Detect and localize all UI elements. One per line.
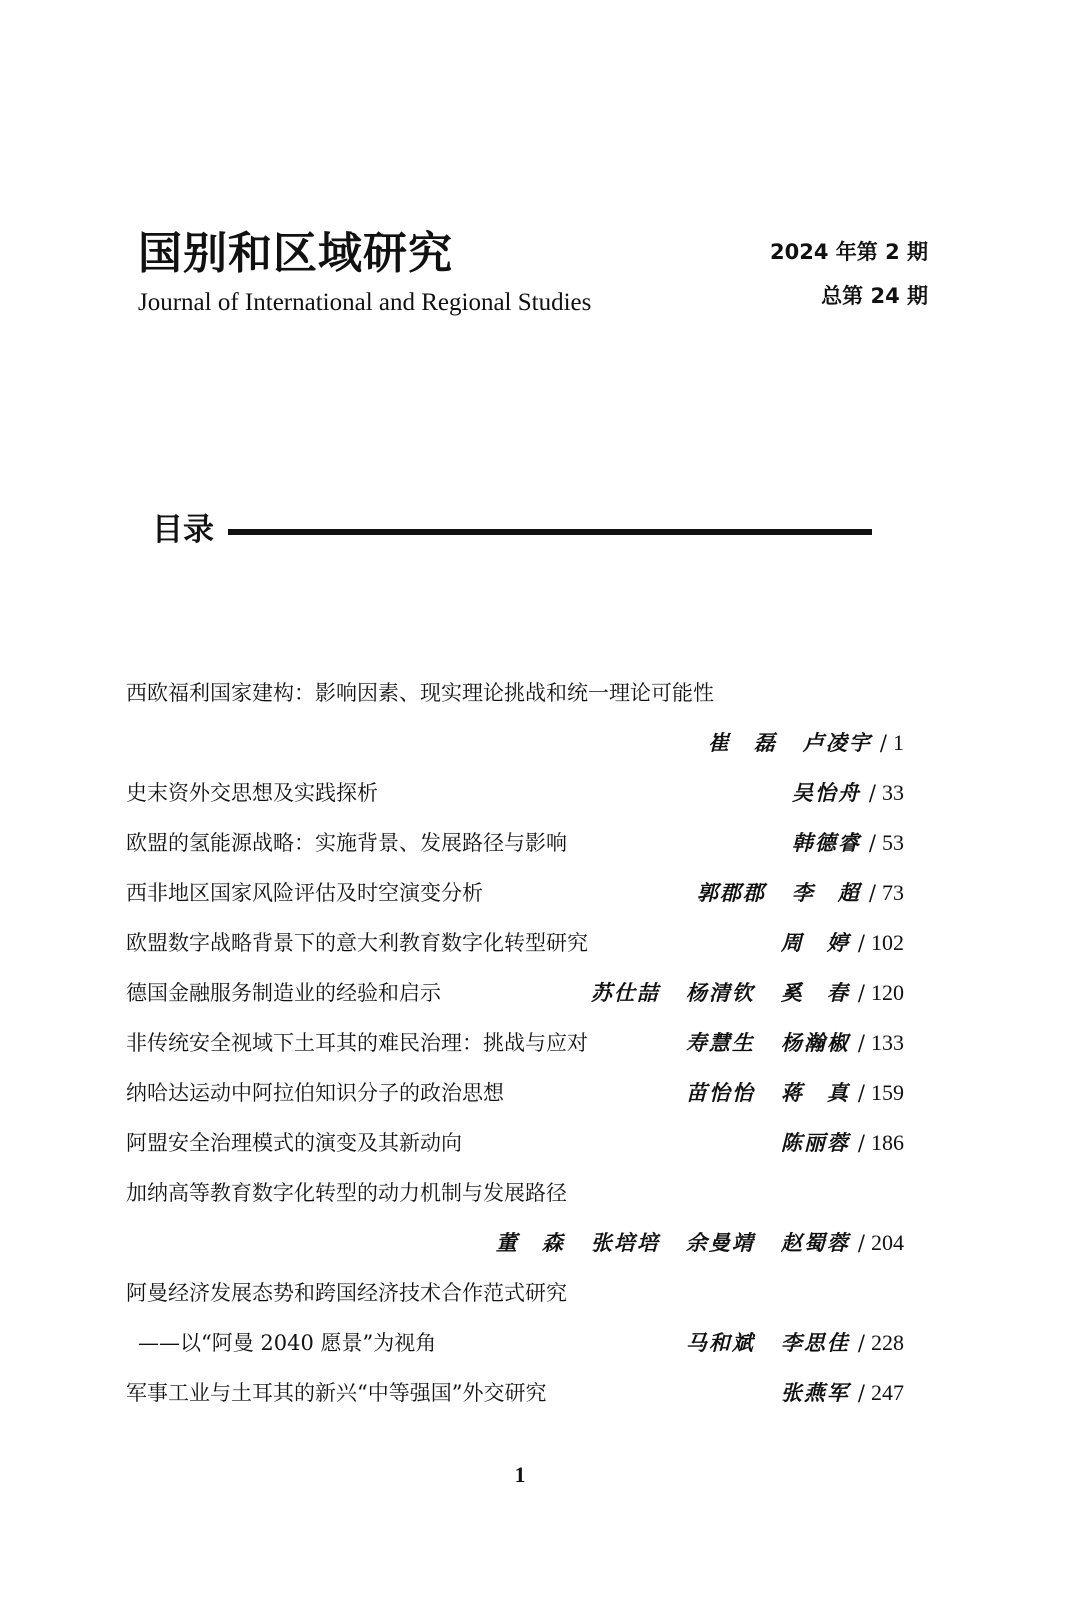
toc-entry-author: 韩德睿: [791, 830, 861, 855]
toc-entry: [126, 918, 904, 968]
toc-entry-separator: /: [868, 881, 876, 905]
toc-entry-title: 欧盟数字战略背景下的意大利教育数字化转型研究: [126, 931, 588, 955]
toc-entry-separator: /: [879, 731, 887, 755]
toc-entry-author: 余曼靖: [685, 1230, 755, 1255]
issue-total: 总第 24 期: [821, 284, 928, 308]
toc-entry-separator: /: [857, 1131, 865, 1155]
toc-entry-author: 杨清钦: [685, 980, 755, 1005]
toc-entry-author: 董 森: [495, 1230, 565, 1255]
toc-entry-separator: /: [857, 931, 865, 955]
toc-entry: [126, 1068, 904, 1118]
toc-entry-page: 133: [871, 1030, 904, 1055]
toc-entry-separator: /: [857, 1031, 865, 1055]
toc-entry: [126, 1268, 904, 1318]
toc-entry-author: 崔 磊: [707, 730, 777, 755]
toc-entry-page: 33: [882, 780, 904, 805]
toc-entry: [126, 1318, 904, 1368]
toc-entry-separator: /: [857, 1381, 865, 1405]
toc-entry-separator: /: [868, 831, 876, 855]
toc-entry-page: 159: [871, 1080, 904, 1105]
toc-entry-author: 赵蜀蓉: [780, 1230, 850, 1255]
toc-entry-page: 247: [871, 1380, 904, 1405]
toc-entry: [126, 1118, 904, 1168]
page-number: 1: [514, 1462, 526, 1487]
toc-entry-author: 马和斌: [685, 1330, 755, 1355]
toc-entry-separator: /: [868, 781, 876, 805]
toc-entry-byline: [671, 868, 904, 918]
toc-entry-separator: /: [857, 1081, 865, 1105]
toc-entry: [126, 1168, 904, 1218]
toc-entry-byline: [660, 1068, 904, 1118]
toc-entry-byline: [565, 968, 904, 1018]
toc-entry-page: 73: [882, 880, 904, 905]
toc-entry-author: 苏仕喆: [590, 980, 660, 1005]
toc-entry-author: 张培培: [590, 1230, 660, 1255]
toc-entry-byline: [766, 768, 904, 818]
toc-entry: [126, 818, 904, 868]
toc-entry-byline: [755, 1368, 904, 1418]
toc-entry-title: 阿曼经济发展态势和跨国经济技术合作范式研究: [126, 1281, 567, 1305]
toc-entry-page: 102: [871, 930, 904, 955]
toc-entry-author: 杨瀚椒: [780, 1030, 850, 1055]
toc-entry-separator: /: [857, 1331, 865, 1355]
toc-entry: [126, 718, 904, 768]
toc-entry-byline: [766, 818, 904, 868]
toc-entry-separator: /: [857, 981, 865, 1005]
toc-entry-author: 寿慧生: [685, 1030, 755, 1055]
toc-entry-subtitle: ——以“阿曼 2040 愿景”为视角: [138, 1331, 437, 1355]
toc-entry-author: 卢凌宇: [802, 730, 872, 755]
toc-entry-byline: [755, 918, 904, 968]
contents-rule: [228, 529, 872, 535]
toc-entry-page: 120: [871, 980, 904, 1005]
toc-entry-author: 蒋 真: [780, 1080, 850, 1105]
toc-entry: [126, 1368, 904, 1418]
toc-entry: [126, 1218, 904, 1268]
toc-entry: [126, 868, 904, 918]
toc-entry-title: 西欧福利国家建构：影响因素、现实理论挑战和统一理论可能性: [126, 681, 714, 705]
journal-title: 国别和区域研究: [138, 228, 453, 279]
toc-entry-title: 德国金融服务制造业的经验和启示: [126, 981, 441, 1005]
toc-entry: [126, 968, 904, 1018]
toc-entry-author: 吴怡舟: [791, 780, 861, 805]
toc-entry-byline: [755, 1118, 904, 1168]
toc-entry: [126, 1018, 904, 1068]
toc-entry-author: 张燕军: [780, 1380, 850, 1405]
toc-entry-separator: /: [857, 1231, 865, 1255]
toc-entry-author: 李 超: [791, 880, 861, 905]
toc-entry: [126, 668, 904, 718]
toc-entry-byline: [660, 1318, 904, 1368]
contents-heading: 目录: [152, 512, 214, 548]
toc-entry-author: 苗怡怡: [685, 1080, 755, 1105]
toc-entry-title: 欧盟的氢能源战略：实施背景、发展路径与影响: [126, 831, 567, 855]
toc-entry-byline: [682, 718, 904, 768]
toc-entry-byline: [660, 1018, 904, 1068]
toc-entry-author: 郭郡郡: [696, 880, 766, 905]
toc-entry-page: 204: [871, 1230, 904, 1255]
toc-entry: [126, 768, 904, 818]
toc-entry-title: 纳哈达运动中阿拉伯知识分子的政治思想: [126, 1081, 504, 1105]
toc-entry-title: 军事工业与土耳其的新兴“中等强国”外交研究: [126, 1381, 547, 1405]
toc-entry-title: 加纳高等教育数字化转型的动力机制与发展路径: [126, 1181, 567, 1205]
issue-year: 2024 年第 2 期: [770, 240, 928, 264]
toc-entry-page: 228: [871, 1330, 904, 1355]
toc-entry-byline: [470, 1218, 904, 1268]
toc-entry-title: 史末资外交思想及实践探析: [126, 781, 378, 805]
table-of-contents: [126, 668, 904, 1418]
toc-entry-author: 周 婷: [780, 930, 850, 955]
journal-subtitle: Journal of International and Regional Studies: [138, 289, 592, 316]
toc-entry-title: 西非地区国家风险评估及时空演变分析: [126, 881, 483, 905]
toc-entry-page: 186: [871, 1130, 904, 1155]
toc-entry-page: 1: [893, 730, 904, 755]
toc-entry-page: 53: [882, 830, 904, 855]
toc-entry-author: 李思佳: [780, 1330, 850, 1355]
toc-entry-author: 奚 春: [780, 980, 850, 1005]
toc-entry-author: 陈丽蓉: [780, 1130, 850, 1155]
toc-entry-title: 非传统安全视域下土耳其的难民治理：挑战与应对: [126, 1031, 588, 1055]
toc-entry-title: 阿盟安全治理模式的演变及其新动向: [126, 1131, 462, 1155]
